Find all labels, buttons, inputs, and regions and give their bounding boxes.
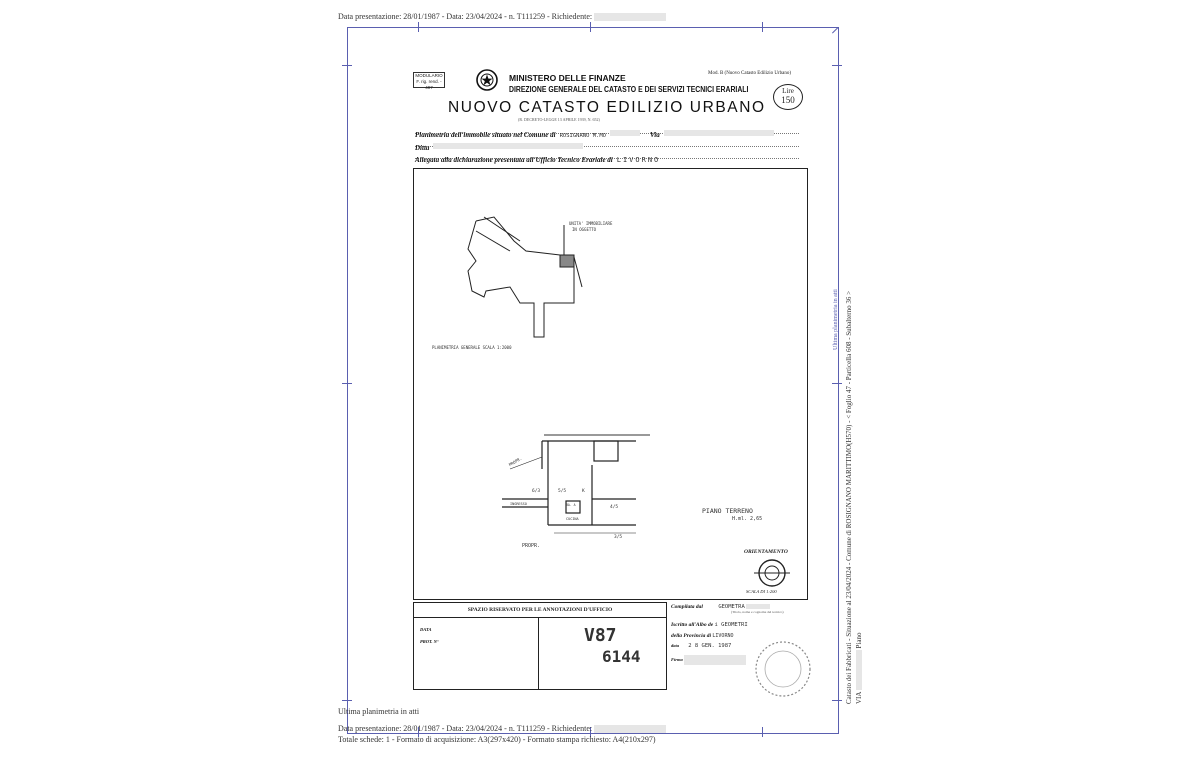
data2-value: 2 8 GEN. 1987: [688, 643, 732, 649]
room-k: K: [582, 489, 585, 494]
official-seal-icon: [751, 640, 815, 698]
field-ditta: [415, 137, 799, 152]
scale-label: SCALA DI 1:200: [746, 589, 777, 594]
redacted-vertical-street: [856, 650, 862, 690]
data2-label: data: [671, 643, 680, 648]
stamp-lire: Lire: [782, 87, 794, 95]
planimetria-label: Planimetria dell'immobile situato nel Comune di: [415, 131, 556, 139]
orientation-label: ORIENTAMENTO: [744, 549, 788, 555]
general-plan-label: PLANIMETRIA GENERALE SCALA 1:2000: [432, 345, 512, 350]
firma-label: Firma: [671, 657, 683, 663]
office-annotations-box: [413, 602, 667, 690]
ditta-label: Ditta: [415, 144, 430, 152]
compilata-value: GEOMETRA: [718, 604, 745, 610]
modulario-code: F. rig. rend. - 497: [416, 79, 442, 90]
handwritten-code-1: V87: [584, 625, 617, 646]
floor-label: PIANO TERRENO: [702, 507, 753, 515]
site-plan: [468, 217, 582, 337]
bottom-line-1: [338, 724, 666, 733]
allegata-value: LIVORNO: [616, 156, 661, 164]
handwritten-code-2: 6144: [602, 647, 641, 666]
redacted-requester: [594, 13, 666, 21]
redacted-requester-bottom: [594, 725, 666, 733]
field-allegata: [415, 149, 799, 164]
unit-label-1: UNITA' IMMOBILIARE: [569, 221, 613, 226]
room-ingresso: INGRESSO: [510, 502, 527, 506]
provincia-label: della Provincia di: [671, 633, 712, 639]
directorate-name: DIREZIONE GENERALE DEL CATASTO E DEI SERVIZI TECNICI ERARIALI: [509, 85, 749, 94]
prot-label: PROT. N°: [420, 639, 439, 644]
dim-2: 5/5: [558, 489, 567, 494]
decree-reference: (R. DECRETO-LEGGE 13 APRILE 1939, N. 652): [518, 117, 600, 122]
redacted-signature: [684, 655, 746, 665]
compilata-hint: (Titolo, nome e cognome del tecnico): [731, 610, 784, 614]
vertical-cadastral-info: Catasto dei Fabbricati - Situazione al 23/04/2024 - Comune di ROSIGNANO MARITTIMO(H570) - < Foglio 47 - Particella 608 - Subalterno 36 >: [845, 290, 853, 704]
mod-reference: Mod. B (Nuovo Catasto Edilizio Urbano): [708, 71, 792, 76]
document-title: NUOVO CATASTO EDILIZIO URBANO: [448, 99, 766, 116]
drawing-area: [413, 168, 808, 600]
iscritto-value: i GEOMETRI: [714, 622, 748, 628]
redacted-technician: [746, 604, 770, 609]
dim-3: 4/5: [610, 505, 619, 510]
tax-stamp: [773, 84, 803, 110]
redacted-street: [664, 130, 774, 136]
modulario-label: MODULARIO: [415, 73, 443, 78]
dim-1: 6/3: [532, 489, 541, 494]
vertical-address: [855, 632, 863, 704]
dim-4: 3/5: [614, 535, 623, 540]
bottom-line-1-text: Data presentazione: 28/01/1987 - Data: 23/04/2024 - n. T111259 - Richiedente:: [338, 724, 593, 733]
iscritto-label: Iscritto all'Albo de: [671, 622, 714, 628]
stamp-amount: 150: [781, 95, 795, 105]
compass-icon: [754, 560, 790, 586]
side-page-marker: Ultima planimetria in atti: [833, 289, 839, 350]
room-bagno: BA. A: [566, 503, 576, 507]
compilata-label: Compilata dal: [671, 604, 703, 610]
republic-emblem-icon: [473, 68, 501, 92]
top-header-line: [338, 12, 666, 21]
prop-label-2: PROPR.: [522, 543, 541, 549]
room-cucina: CUCINA: [566, 517, 579, 521]
office-heading: SPAZIO RISERVATO PER LE ANNOTAZIONI D'UFFICIO: [414, 603, 666, 618]
provincia-value: LIVORNO: [712, 633, 734, 639]
vertical-piano: Piano: [855, 632, 863, 649]
ministry-name: MINISTERO DELLE FINANZE: [509, 73, 626, 83]
field-planimetria: [415, 124, 799, 139]
top-header-text: Data presentazione: 28/01/1987 - Data: 23/04/2024 - n. T111259 - Richiedente:: [338, 12, 593, 21]
data-label: DATA: [420, 627, 432, 632]
prop-label-1: PROPR.: [507, 455, 523, 468]
vertical-via: VIA: [855, 691, 863, 704]
last-plan-note: Ultima planimetria in atti: [338, 707, 420, 716]
unit-label-2: IN OGGETTO: [572, 227, 597, 232]
bottom-line-2: Totale schede: 1 - Formato di acquisizione: A3(297x420) - Formato stampa richiesto: A4(210x297): [338, 735, 656, 744]
cadastral-document: [403, 64, 815, 700]
modulario-box: [413, 72, 445, 88]
allegata-label: Allegata alla dichiarazione presentata all'Ufficio Tecnico Erariale di: [415, 156, 613, 164]
height-label: H.ml. 2,65: [732, 516, 763, 522]
planimetria-value: ROSIGNANO M.MO: [559, 133, 606, 139]
floor-plan-drawing: [414, 169, 807, 599]
via-label: Via: [649, 131, 660, 139]
redacted-location: [610, 130, 640, 136]
